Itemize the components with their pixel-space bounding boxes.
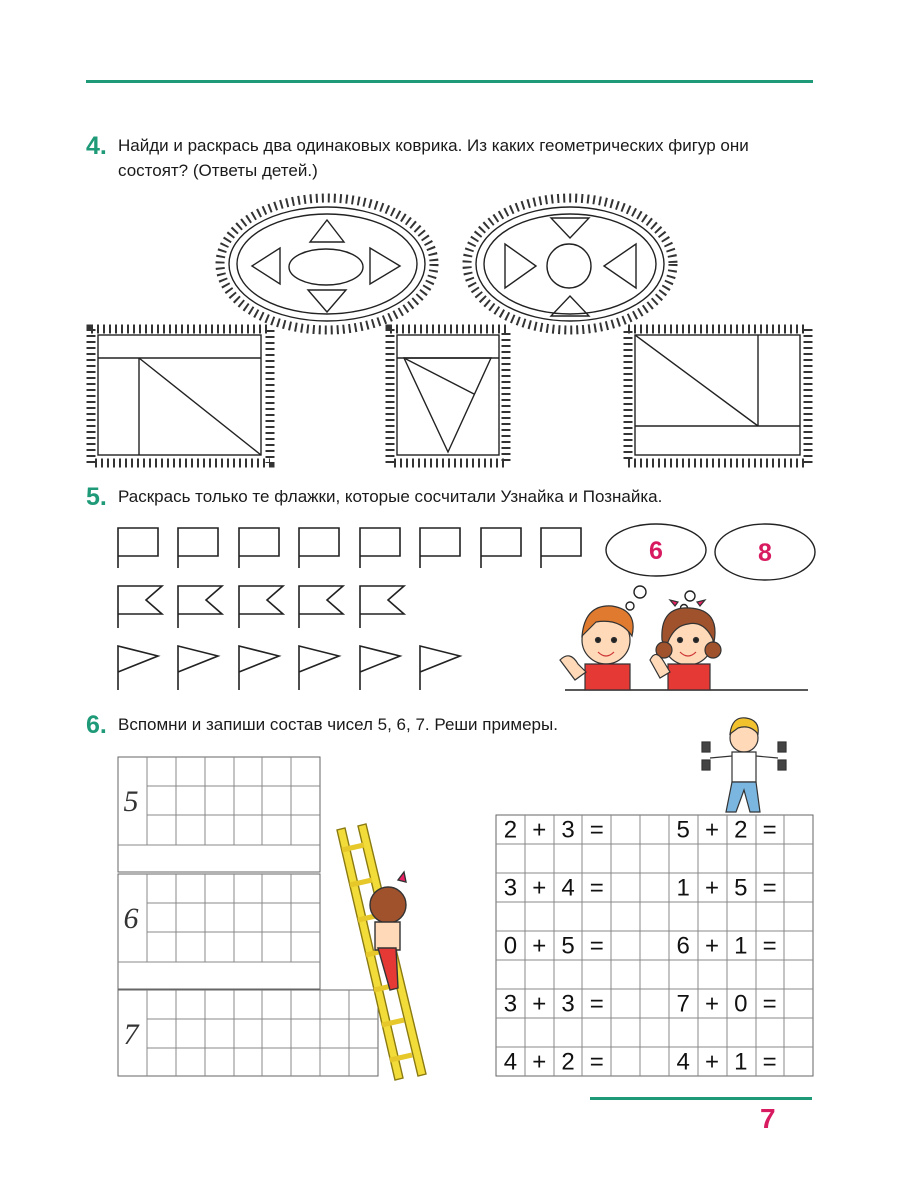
digit: 3	[561, 816, 575, 844]
bottom-rule	[590, 1097, 812, 1100]
task-text: Найди и раскрась два одинаковых коврика. Из каких геометрических фигур они состоят? (Ответы детей.)	[118, 136, 749, 180]
task-text: Вспомни и запиши состав чисел 5, 6, 7. Реши примеры.	[118, 715, 558, 734]
answer-cell[interactable]	[611, 931, 640, 960]
composition-number-7: 7	[123, 1018, 139, 1051]
task-number: 6.	[86, 711, 107, 739]
answer-cell[interactable]	[611, 1047, 640, 1076]
equals-sign: =	[762, 932, 777, 960]
flag-rect[interactable]	[299, 528, 339, 568]
flag-rect[interactable]	[178, 528, 218, 568]
flag-triangle[interactable]	[299, 646, 339, 690]
plus-sign: +	[704, 874, 720, 902]
digit: 6	[676, 932, 690, 960]
digit: 5	[734, 874, 748, 902]
equals-sign: =	[762, 816, 777, 844]
flag-row-rect	[118, 528, 581, 568]
flag-notched[interactable]	[239, 586, 283, 628]
digit: 3	[503, 990, 518, 1018]
equals-sign: =	[762, 990, 777, 1018]
example-left-2	[504, 873, 640, 902]
plus-sign: +	[704, 932, 720, 960]
digit: 4	[561, 874, 575, 902]
example-right-1	[677, 815, 813, 844]
answer-cell[interactable]	[784, 873, 813, 902]
equals-sign: =	[589, 816, 604, 844]
example-right-2	[677, 873, 813, 902]
digit: 1	[734, 1048, 748, 1076]
plus-sign: +	[532, 932, 547, 960]
plus-sign: +	[704, 816, 720, 844]
digit: 1	[734, 932, 748, 960]
composition-number-6: 6	[123, 902, 139, 935]
example-right-3	[677, 931, 813, 960]
digit: 2	[561, 1048, 575, 1076]
digit: 3	[561, 990, 575, 1018]
examples	[504, 815, 813, 1076]
digit: 0	[734, 990, 748, 1018]
answer-cell[interactable]	[611, 815, 640, 844]
answer-cell[interactable]	[784, 931, 813, 960]
oval-rug-left[interactable]	[220, 198, 434, 330]
digit: 0	[503, 932, 518, 960]
answer-cell[interactable]	[611, 873, 640, 902]
flag-rect[interactable]	[481, 528, 521, 568]
flag-notched[interactable]	[118, 586, 162, 628]
flag-rect[interactable]	[239, 528, 279, 568]
flag-triangle[interactable]	[360, 646, 400, 690]
flag-rect[interactable]	[541, 528, 581, 568]
plus-sign: +	[704, 1048, 720, 1076]
square-rug-1[interactable]	[91, 329, 270, 463]
flag-triangle[interactable]	[239, 646, 279, 690]
flag-notched[interactable]	[178, 586, 222, 628]
example-right-4	[677, 989, 813, 1018]
digit: 2	[734, 816, 748, 844]
ladder-illustration	[337, 824, 426, 1080]
example-right-5	[677, 1047, 813, 1076]
equals-sign: =	[589, 874, 604, 902]
flag-notched[interactable]	[299, 586, 343, 628]
flag-rect[interactable]	[420, 528, 460, 568]
example-left-5	[504, 1047, 640, 1076]
equals-sign: =	[762, 1048, 777, 1076]
flag-row-triangle	[118, 646, 460, 690]
flag-triangle[interactable]	[178, 646, 218, 690]
flag-rect[interactable]	[118, 528, 158, 568]
digit: 3	[503, 874, 518, 902]
digit: 4	[503, 1048, 518, 1076]
example-left-3	[504, 931, 640, 960]
answer-cell[interactable]	[784, 1047, 813, 1076]
plus-sign: +	[704, 990, 720, 1018]
bubble-number-right: 8	[758, 539, 772, 567]
bubble-number-left: 6	[649, 537, 663, 565]
task-text: Раскрась только те флажки, которые сосчитали Узнайка и Познайка.	[118, 487, 663, 506]
digit: 5	[561, 932, 575, 960]
square-rug-2[interactable]	[390, 329, 506, 463]
digit: 2	[503, 816, 518, 844]
plus-sign: +	[532, 874, 547, 902]
boy-with-dumbbells	[702, 718, 786, 812]
digit: 7	[676, 990, 690, 1018]
flag-notched[interactable]	[360, 586, 404, 628]
task-number: 5.	[86, 483, 107, 511]
answer-cell[interactable]	[611, 989, 640, 1018]
task-number: 4.	[86, 132, 107, 160]
equals-sign: =	[762, 874, 777, 902]
example-left-4	[504, 989, 640, 1018]
flag-triangle[interactable]	[420, 646, 460, 690]
composition-number-5: 5	[123, 785, 139, 818]
answer-cell[interactable]	[784, 989, 813, 1018]
plus-sign: +	[532, 990, 547, 1018]
number-composition-grid	[118, 757, 378, 1076]
square-rug-3[interactable]	[628, 329, 808, 463]
equals-sign: =	[589, 990, 604, 1018]
oval-rug-right[interactable]	[467, 198, 673, 330]
kids-illustration	[560, 600, 808, 690]
equals-sign: =	[589, 1048, 604, 1076]
equals-sign: =	[589, 932, 604, 960]
flag-row-notched	[118, 586, 404, 628]
digit: 1	[676, 874, 690, 902]
digit: 4	[676, 1048, 690, 1076]
plus-sign: +	[532, 1048, 547, 1076]
digit: 5	[676, 816, 690, 844]
example-left-1	[504, 815, 640, 844]
answer-cell[interactable]	[784, 815, 813, 844]
flag-triangle[interactable]	[118, 646, 158, 690]
flag-rect[interactable]	[360, 528, 400, 568]
page-number: 7	[760, 1103, 776, 1134]
plus-sign: +	[532, 816, 547, 844]
